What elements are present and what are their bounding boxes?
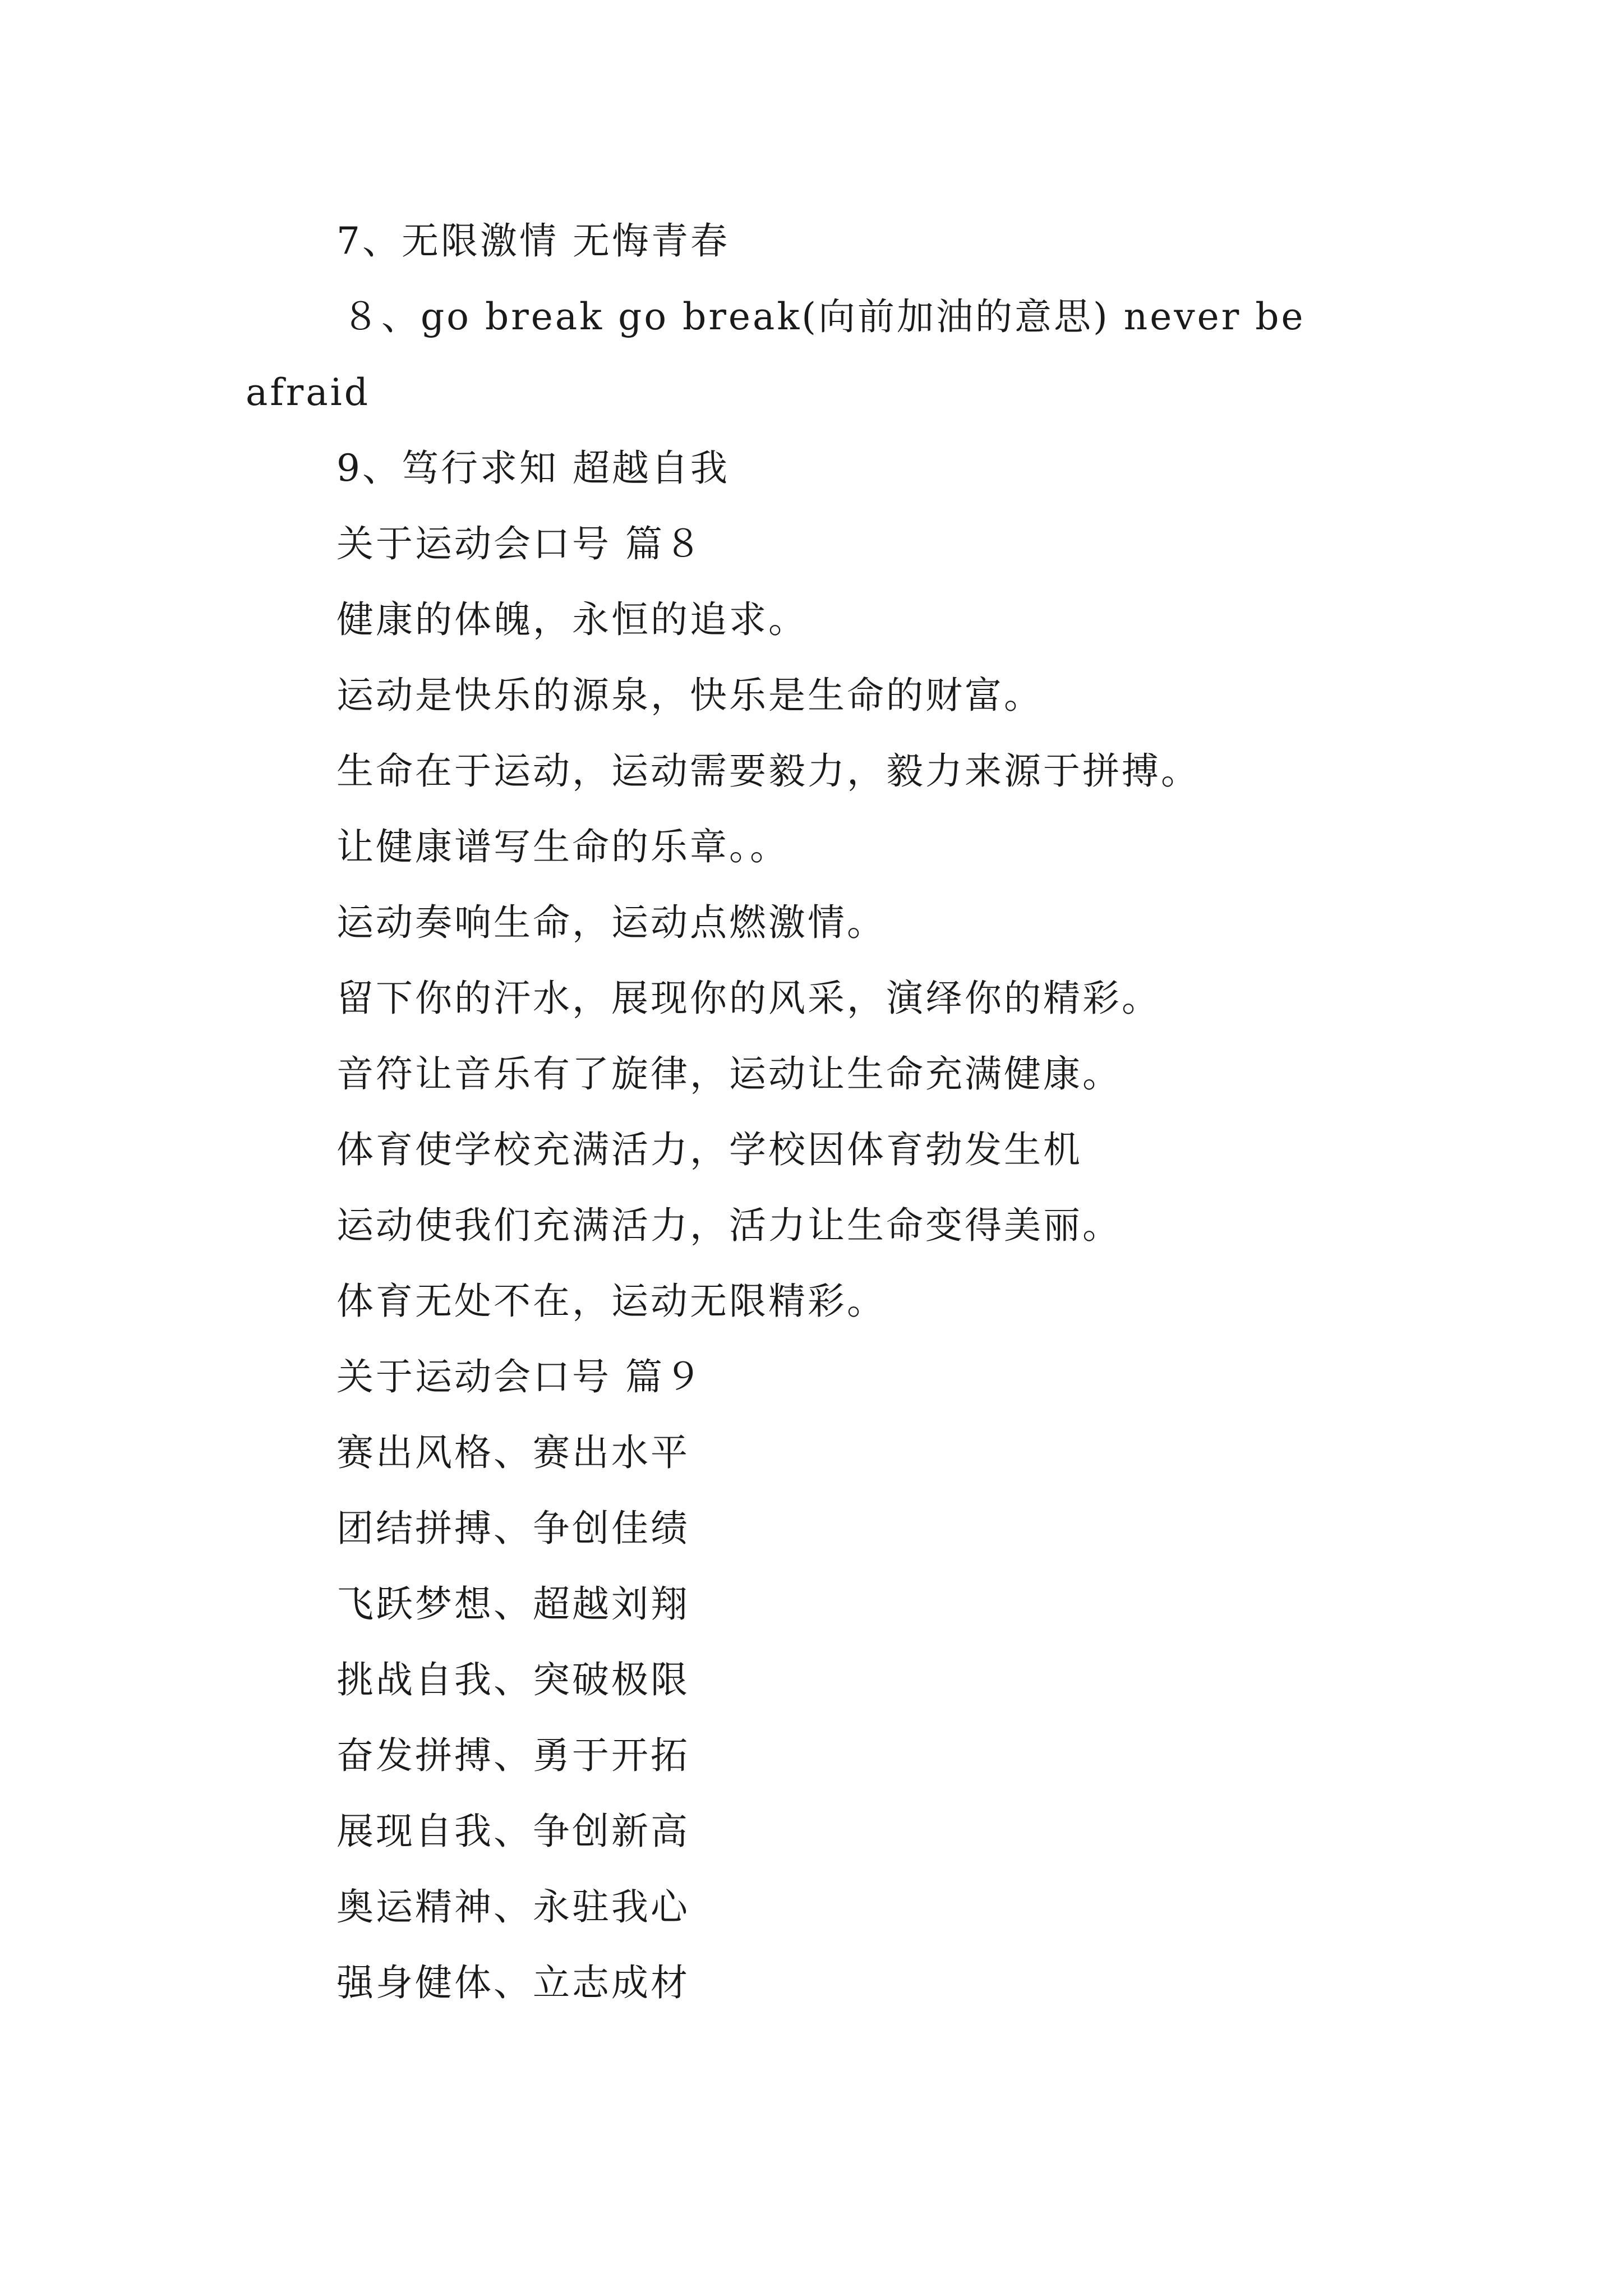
section-9-line: 强身健体、立志成材	[336, 1961, 690, 2004]
slogan-item-7: 7、无限激情 无悔青春	[336, 219, 730, 263]
slogan-item-8-line-1: ８、go break go break(向前加油的意思) never be	[342, 295, 1306, 338]
section-9-line: 团结拼搏、争创佳绩	[336, 1507, 690, 1550]
section-9-line: 奋发拼搏、勇于开拓	[336, 1734, 690, 1777]
section-8-line: 音符让音乐有了旋律，运动让生命充满健康。	[336, 1052, 1122, 1096]
section-8-line: 留下你的汗水，展现你的风采，演绎你的精彩。	[336, 977, 1161, 1020]
section-8-line: 让健康谱写生命的乐章。。	[336, 825, 789, 868]
slogan-item-9: 9、笃行求知 超越自我	[336, 447, 730, 490]
section-8-line: 运动使我们充满活力，活力让生命变得美丽。	[336, 1204, 1122, 1247]
section-8-line: 生命在于运动，运动需要毅力，毅力来源于拼搏。	[336, 749, 1200, 793]
section-8-line: 体育使学校充满活力，学校因体育勃发生机	[336, 1128, 1082, 1171]
section-8-line: 运动是快乐的源泉，快乐是生命的财富。	[336, 674, 1043, 717]
section-9-line: 展现自我、争创新高	[336, 1810, 690, 1853]
section-8-line: 体育无处不在，运动无限精彩。	[336, 1280, 886, 1323]
section-9-line: 挑战自我、突破极限	[336, 1658, 690, 1701]
section-heading-8: 关于运动会口号 篇８	[336, 522, 704, 565]
section-heading-9: 关于运动会口号 篇９	[336, 1355, 704, 1398]
section-8-line: 健康的体魄，永恒的追求。	[336, 598, 808, 641]
section-9-line: 赛出风格、赛出水平	[336, 1431, 690, 1474]
slogan-item-8-line-2: afraid	[246, 371, 371, 414]
section-9-line: 飞跃梦想、超越刘翔	[336, 1582, 690, 1626]
section-8-line: 运动奏响生命，运动点燃激情。	[336, 901, 886, 944]
section-9-line: 奥运精神、永驻我心	[336, 1885, 690, 1929]
